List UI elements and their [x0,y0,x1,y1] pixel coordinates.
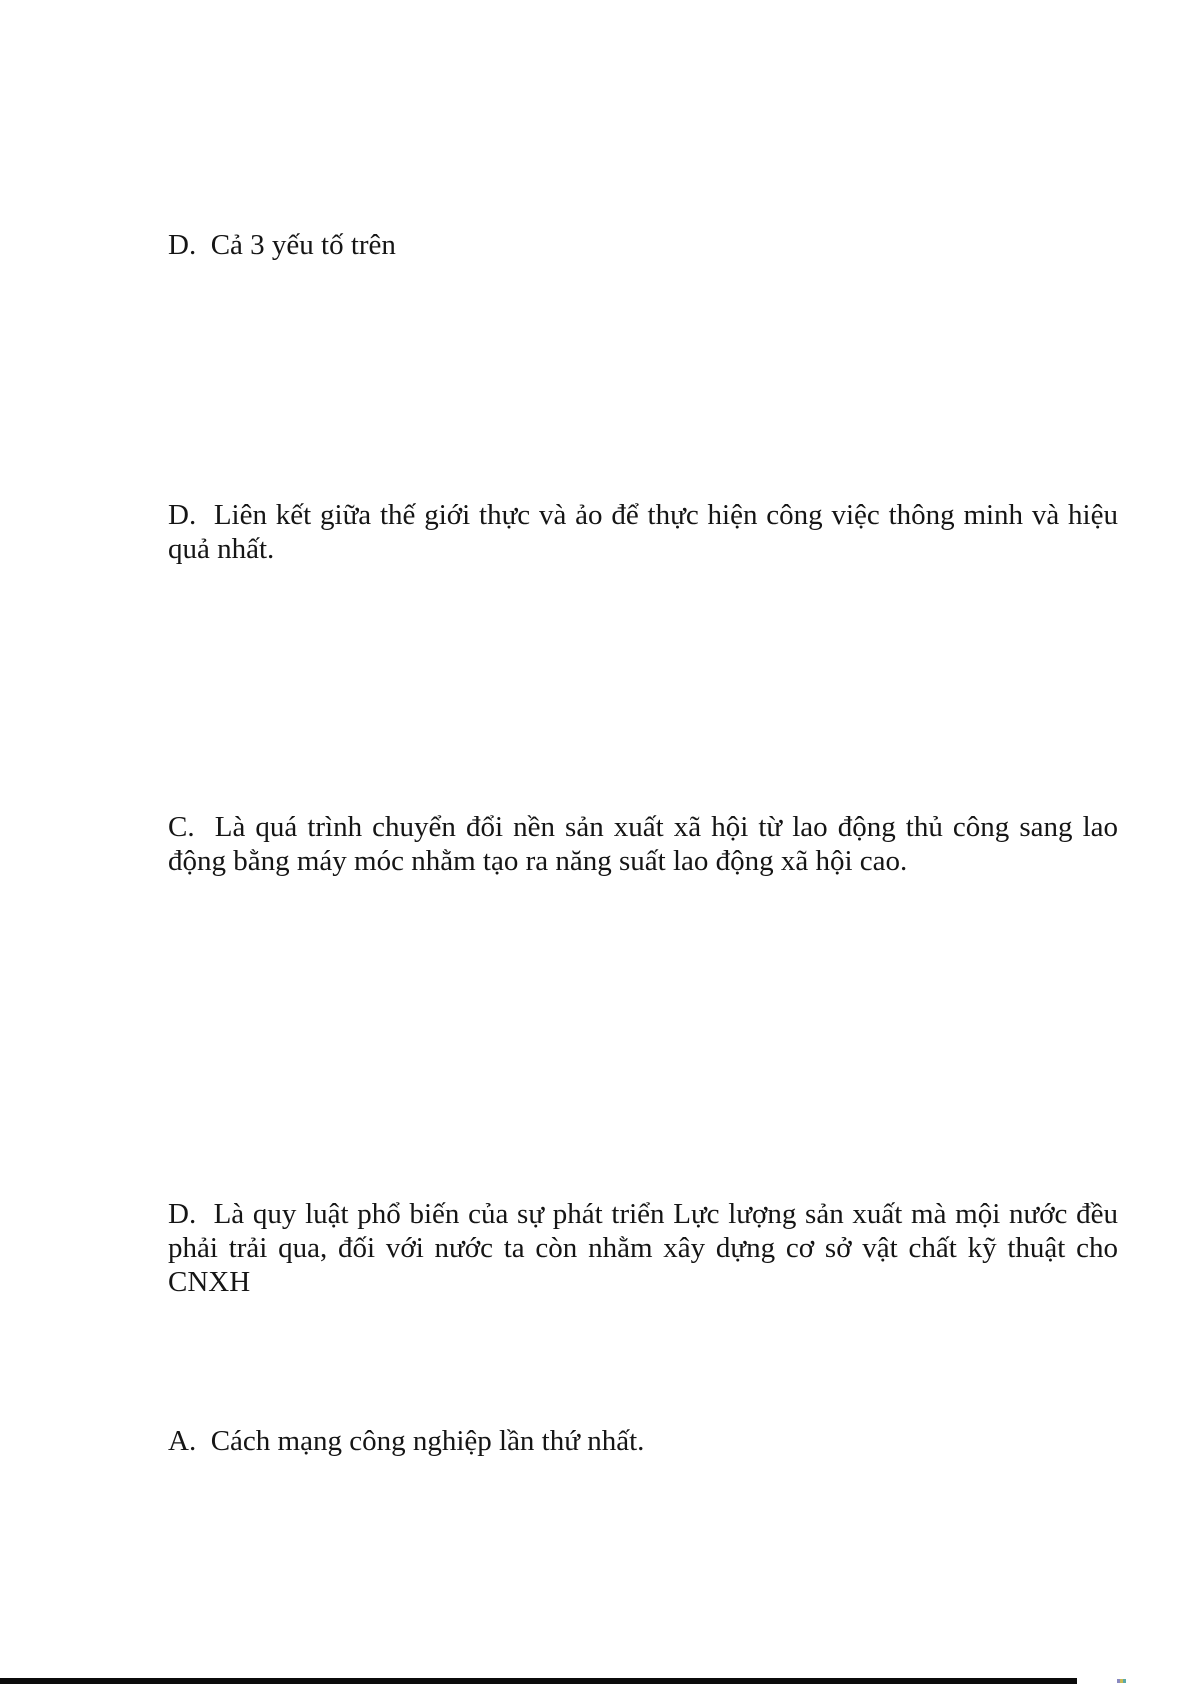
answer-line: D. Cả 3 yếu tố trên [168,229,396,261]
render-artifact-speck [1117,1679,1126,1683]
answer-line: A. Cách mạng công nghiệp lần thứ nhất. [168,1425,645,1457]
answer-option-d-lien-ket [168,498,1118,566]
answer-option-d-ca-3-yeu-to [168,228,1118,262]
answer-line: CNXH [168,1266,251,1298]
answer-line: C. Là quá trình chuyển đổi nền sản xuất xã hội từ lao động thủ công sang lao [168,811,1118,843]
answer-option-a-cach-mang [168,1424,1118,1458]
answer-line: quả nhất. [168,533,275,565]
bottom-horizontal-rule [0,1678,1077,1684]
answer-line: phải trải qua, đối với nước ta còn nhằm xây dựng cơ sở vật chất kỹ thuật cho [168,1232,1118,1264]
answer-line: D. Là quy luật phổ biến của sự phát triển Lực lượng sản xuất mà mội nước đều [168,1198,1118,1230]
answer-option-c-qua-trinh-chuyen-doi [168,810,1118,878]
answer-line: D. Liên kết giữa thế giới thực và ảo để thực hiện công việc thông minh và hiệu [168,499,1118,531]
answer-line: động bằng máy móc nhằm tạo ra năng suất lao động xã hội cao. [168,845,908,877]
answer-option-d-quy-luat-pho-bien [168,1197,1118,1299]
